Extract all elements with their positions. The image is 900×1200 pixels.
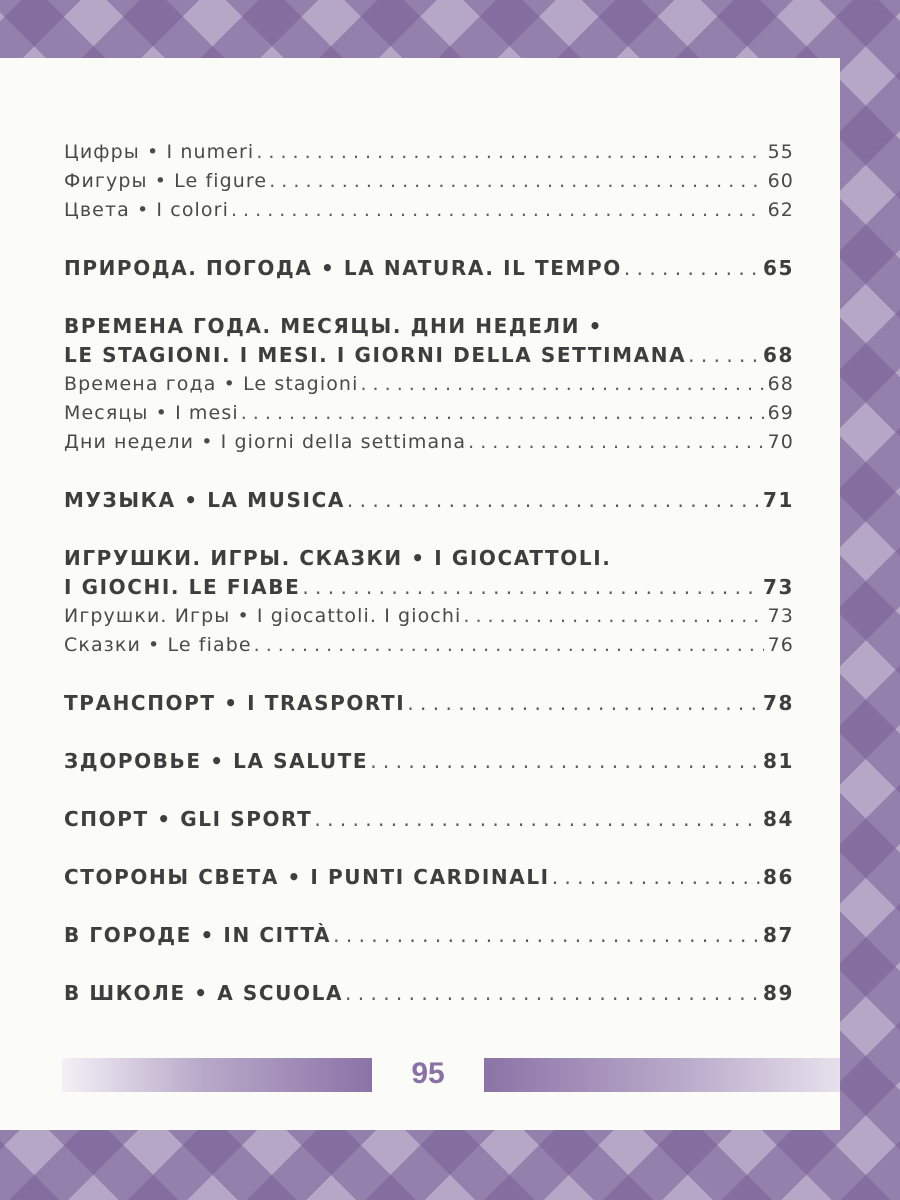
- toc-entry-shapes: [64, 167, 794, 196]
- table-of-contents: [64, 138, 794, 1008]
- spacer: [64, 515, 794, 544]
- toc-entry-title: Фигуры • Le figure: [64, 170, 268, 192]
- spacer: [64, 225, 794, 254]
- toc-section-page: 89: [762, 981, 794, 1005]
- toc-section-seasons-line1: ВРЕМЕНА ГОДА. МЕСЯЦЫ. ДНИ НЕДЕЛИ •: [64, 314, 604, 338]
- dot-leader: [241, 399, 764, 428]
- toc-section-health: [64, 747, 794, 776]
- spacer: [64, 457, 794, 486]
- toc-section-cardinal-points: [64, 863, 794, 892]
- toc-entry-title: Времена года • Le stagioni: [64, 373, 359, 395]
- spacer: [64, 660, 794, 689]
- toc-section-page: 68: [762, 343, 794, 367]
- toc-section-page: 87: [762, 923, 794, 947]
- dot-leader: [231, 196, 764, 225]
- toc-section-transport: [64, 689, 794, 718]
- toc-section-title: ЗДОРОВЬЕ • LA SALUTE: [64, 749, 369, 773]
- toc-section-school: [64, 979, 794, 1008]
- toc-section-toys-line1: ИГРУШКИ. ИГРЫ. СКАЗКИ • I GIOCATTOLI.: [64, 546, 612, 570]
- toc-entry-numbers: [64, 138, 794, 167]
- toc-section-seasons: [64, 341, 794, 370]
- spacer: [64, 718, 794, 747]
- toc-section-toys: [64, 573, 794, 602]
- toc-entry-toys-games: [64, 602, 794, 631]
- toc-section-title: В ШКОЛЕ • A SCUOLA: [64, 981, 344, 1005]
- toc-section-page: 84: [762, 807, 794, 831]
- toc-entry-title: Дни недели • I giorni della settimana: [64, 431, 467, 453]
- dot-leader: [552, 863, 761, 892]
- toc-entry-title: Цвета • I colori: [64, 199, 229, 221]
- dot-leader: [314, 805, 761, 834]
- toc-entry-title: Месяцы • I mesi: [64, 402, 239, 424]
- toc-entry-page: 69: [767, 402, 794, 424]
- dot-leader: [345, 979, 761, 1008]
- toc-entry-colors: [64, 196, 794, 225]
- dot-leader: [370, 747, 761, 776]
- toc-entry-title: Игрушки. Игры • I giocattoli. I giochi: [64, 605, 462, 627]
- dot-leader: [688, 341, 761, 370]
- toc-section-page: 65: [762, 256, 794, 280]
- toc-entry-page: 62: [767, 199, 794, 221]
- toc-section-title: ПРИРОДА. ПОГОДА • LA NATURA. IL TEMPO: [64, 256, 622, 280]
- dot-leader: [468, 428, 764, 457]
- dot-leader: [254, 631, 764, 660]
- toc-entry-page: 60: [767, 170, 794, 192]
- toc-section-title: СПОРТ • GLI SPORT: [64, 807, 313, 831]
- toc-section-title: ТРАНСПОРТ • I TRASPORTI: [64, 691, 406, 715]
- toc-section-title: МУЗЫКА • LA MUSICA: [64, 488, 345, 512]
- toc-entry-page: 70: [767, 431, 794, 453]
- page-footer: [0, 1052, 840, 1094]
- spacer: [64, 776, 794, 805]
- toc-section-music: [64, 486, 794, 515]
- dot-leader: [269, 167, 764, 196]
- footer-bar-right: [484, 1058, 840, 1092]
- dot-leader: [407, 689, 761, 718]
- footer-bar-left: [62, 1058, 372, 1092]
- toc-section-title: В ГОРОДЕ • IN CITTÀ: [64, 923, 332, 947]
- spacer: [64, 950, 794, 979]
- toc-section-page: 81: [762, 749, 794, 773]
- dot-leader: [347, 486, 761, 515]
- toc-entry-title: Цифры • I numeri: [64, 141, 255, 163]
- toc-section-nature: [64, 254, 794, 283]
- toc-entry-title: Сказки • Le fiabe: [64, 634, 252, 656]
- dot-leader: [333, 921, 761, 950]
- toc-entry-page: 68: [767, 373, 794, 395]
- toc-entry-page: 55: [767, 141, 794, 163]
- dot-leader: [360, 370, 764, 399]
- toc-entry-page: 73: [767, 605, 794, 627]
- toc-section-city: [64, 921, 794, 950]
- page-number: 95: [411, 1057, 445, 1090]
- dot-leader: [256, 138, 764, 167]
- dot-leader: [302, 573, 761, 602]
- toc-entry-seasons: [64, 370, 794, 399]
- dot-leader: [463, 602, 764, 631]
- toc-section-sport: [64, 805, 794, 834]
- toc-section-page: 86: [762, 865, 794, 889]
- toc-section-page: 73: [762, 575, 794, 599]
- toc-section-page: 78: [762, 691, 794, 715]
- spacer: [64, 892, 794, 921]
- toc-entry-fairy-tales: [64, 631, 794, 660]
- dot-leader: [624, 254, 761, 283]
- toc-entry-weekdays: [64, 428, 794, 457]
- toc-entry-page: 76: [767, 634, 794, 656]
- toc-section-title: СТОРОНЫ СВЕТА • I PUNTI CARDINALI: [64, 865, 550, 889]
- spacer: [64, 834, 794, 863]
- toc-section-title: LE STAGIONI. I MESI. I GIORNI DELLA SETTIMANA: [64, 343, 687, 367]
- spacer: [64, 283, 794, 312]
- toc-section-title: I GIOCHI. LE FIABE: [64, 575, 301, 599]
- toc-section-page: 71: [762, 488, 794, 512]
- toc-entry-months: [64, 399, 794, 428]
